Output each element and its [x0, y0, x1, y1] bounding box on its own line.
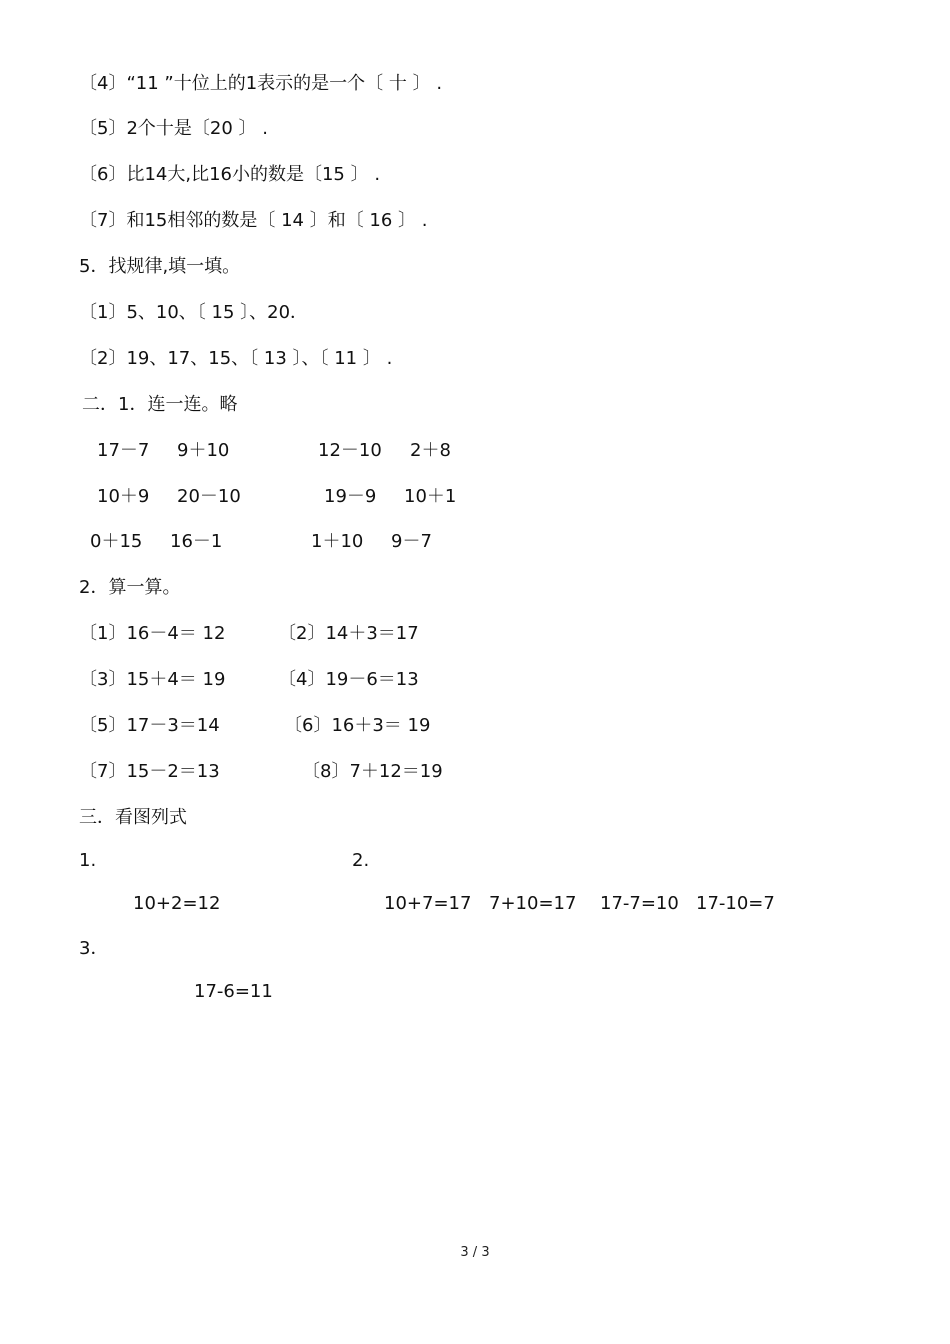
connect-item: 16－1 [170, 531, 223, 552]
connect-item: 2＋8 [410, 440, 451, 461]
connect-item: 9＋10 [177, 440, 230, 461]
picture-3-label: 3． [79, 938, 109, 959]
section-5-question-1: 〔1〕5、10、〔 15 〕、20． [79, 302, 309, 323]
picture-1-label: 1. [79, 850, 97, 871]
connect-item: 17－7 [97, 440, 150, 461]
page-number: 3 / 3 [460, 1245, 490, 1260]
part-3-title: 三．看图列式 [79, 807, 187, 828]
connect-item: 12－10 [318, 440, 382, 461]
connect-item: 19－9 [324, 486, 377, 507]
connect-item: 9－7 [391, 531, 432, 552]
calc-item: 〔8〕7＋12＝19 [302, 761, 443, 782]
part-2-title: 二．1．连一连。略 [82, 394, 238, 415]
calc-title: 2．算一算。 [79, 577, 181, 598]
connect-item: 1＋10 [311, 531, 364, 552]
picture-2-answer: 17-7=10 [600, 893, 679, 914]
connect-item: 20－10 [177, 486, 241, 507]
picture-1-answer: 10+2=12 [133, 893, 221, 914]
picture-2-answer: 7+10=17 [489, 893, 577, 914]
section-5-question-2: 〔2〕19、17、15、〔 13 〕、〔 11 〕 . [79, 348, 393, 369]
calc-item: 〔6〕16＋3＝ 19 [284, 715, 431, 736]
picture-2-label: 2. [352, 850, 370, 871]
calc-item: 〔4〕19－6＝13 [278, 669, 419, 690]
question-6: 〔6〕比14大,比16小的数是〔15 〕 . [79, 164, 381, 185]
calc-item: 〔7〕15－2＝13 [79, 761, 220, 782]
picture-2-answer: 10+7=17 [384, 893, 472, 914]
calc-item: 〔5〕17－3＝14 [79, 715, 220, 736]
picture-3-answer: 17-6=11 [194, 981, 273, 1002]
question-4: 〔4〕“11 ”十位上的1表示的是一个〔 十 〕 . [79, 73, 443, 94]
calc-item: 〔1〕16－4＝ 12 [79, 623, 226, 644]
question-7: 〔7〕和15相邻的数是〔 14 〕和〔 16 〕 . [79, 210, 428, 231]
picture-2-answer: 17-10=7 [696, 893, 775, 914]
connect-item: 0＋15 [90, 531, 143, 552]
connect-item: 10＋1 [404, 486, 457, 507]
calc-item: 〔2〕14＋3＝17 [278, 623, 419, 644]
connect-item: 10＋9 [97, 486, 150, 507]
calc-item: 〔3〕15＋4＝ 19 [79, 669, 226, 690]
section-5-title: 5．找规律,填一填。 [79, 256, 241, 277]
question-5: 〔5〕2个十是〔20 〕 . [79, 118, 268, 139]
